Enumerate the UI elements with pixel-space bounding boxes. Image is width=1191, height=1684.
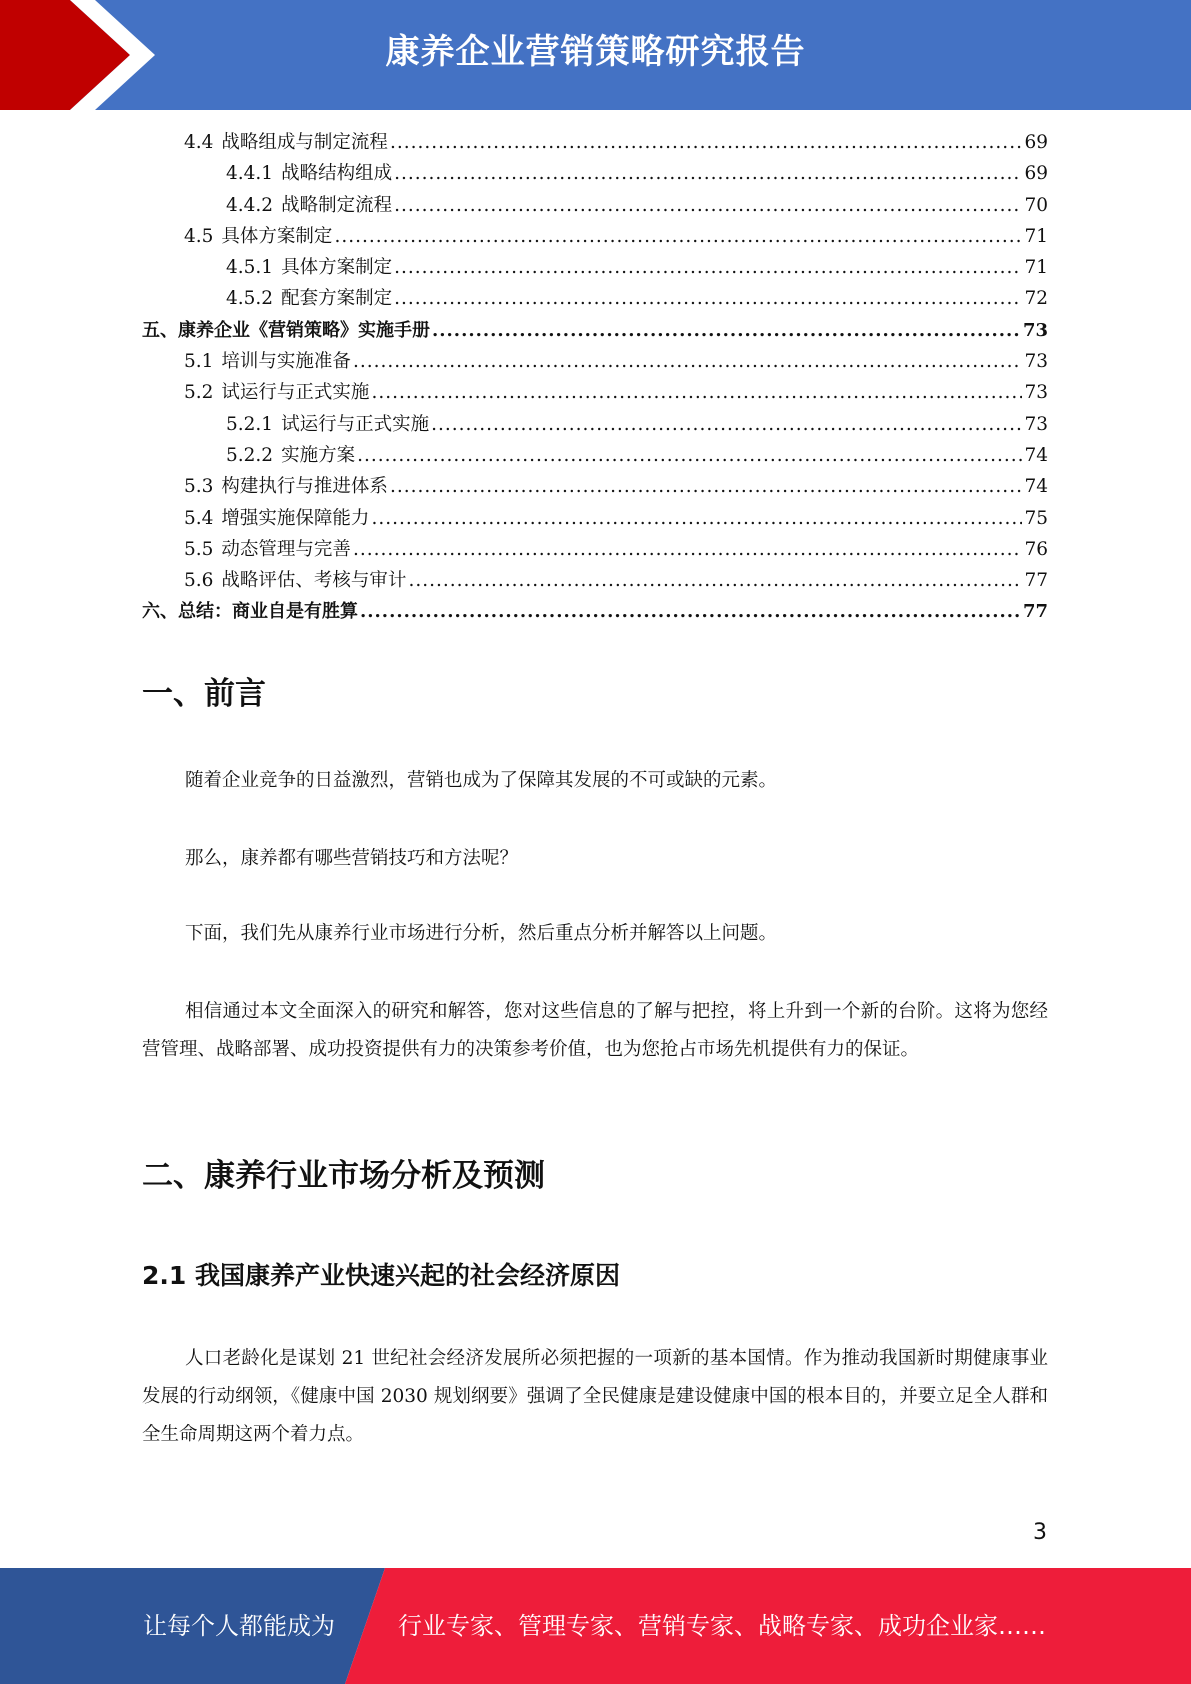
toc-leader-dots — [408, 570, 1022, 591]
toc-entry-page: 74 — [1024, 444, 1048, 466]
toc-entry-page: 69 — [1024, 132, 1048, 153]
toc-leader-dots — [394, 195, 1022, 216]
toc-entry[interactable] — [142, 378, 1048, 409]
toc-entry-title: 试运行与正式实施 — [281, 413, 430, 435]
toc-entry[interactable] — [142, 347, 1048, 378]
toc-entry[interactable] — [142, 316, 1048, 347]
subsection-heading-2-1: 2.1 我国康养产业快速兴起的社会经济原因 — [142, 1261, 620, 1290]
toc-entry-page: 75 — [1024, 507, 1048, 529]
toc-entry-page: 77 — [1024, 570, 1048, 592]
toc-entry-title: 六、总结：商业自是有胜算 — [142, 601, 358, 623]
toc-leader-dots — [432, 320, 1021, 341]
toc-entry-title: 增强实施保障能力 — [221, 507, 370, 529]
toc-entry-number: 5.2.2 — [226, 444, 274, 466]
toc-entry-title: 培训与实施准备 — [221, 351, 351, 373]
toc-entry-number: 4.5.1 — [226, 257, 274, 279]
toc-entry[interactable] — [142, 159, 1048, 190]
toc-entry-number: 5.2 — [184, 382, 214, 404]
toc-entry-title: 具体方案制定 — [221, 225, 333, 247]
table-of-contents — [142, 128, 1048, 629]
toc-leader-dots — [357, 445, 1022, 466]
subsection-paragraph: 人口老龄化是谋划 21 世纪社会经济发展所必须把握的一项新的基本国情。作为推动我国新时期健康事业发展的行动纲领，《健康中国 2030 规划纲要》强调了全民健康是建设健康中国的根本目的，并要立足全人群和全生命周期这两个着力点。 — [142, 1348, 1048, 1445]
preface-paragraph-4: 相信通过本文全面深入的研究和解答，您对这些信息的了解与把控，将上升到一个新的台阶。这将为您经营管理、战略部署、成功投资提供有力的决策参考价值，也为您抢占市场先机提供有力的保证。 — [142, 1001, 1048, 1060]
toc-entry-page: 73 — [1024, 413, 1048, 435]
toc-entry[interactable] — [142, 535, 1048, 566]
toc-entry-title: 动态管理与完善 — [221, 538, 351, 560]
toc-entry-number: 4.4.1 — [226, 163, 274, 185]
toc-leader-dots — [394, 288, 1022, 309]
toc-entry[interactable] — [142, 566, 1048, 597]
toc-entry-title: 具体方案制定 — [281, 257, 393, 279]
footer-slogan-left: 让每个人都能成为 — [143, 1612, 335, 1640]
toc-entry[interactable] — [142, 504, 1048, 535]
toc-entry-number: 4.4.2 — [226, 194, 274, 216]
toc-entry-page: 74 — [1024, 476, 1048, 498]
toc-leader-dots — [353, 351, 1023, 372]
toc-entry[interactable] — [142, 472, 1048, 503]
toc-entry[interactable] — [142, 191, 1048, 222]
toc-entry-title: 战略评估、考核与审计 — [221, 570, 407, 592]
preface-paragraph-3: 下面，我们先从康养行业市场进行分析，然后重点分析并解答以上问题。 — [185, 923, 778, 944]
toc-entry-title: 战略结构组成 — [281, 163, 393, 185]
toc-leader-dots — [431, 414, 1022, 435]
toc-entry-page: 76 — [1024, 538, 1048, 560]
toc-entry-number: 4.5 — [184, 225, 214, 247]
toc-entry-number: 5.6 — [184, 570, 214, 592]
toc-leader-dots — [390, 132, 1023, 153]
toc-entry[interactable] — [142, 253, 1048, 284]
toc-entry-number: 5.3 — [184, 476, 214, 498]
toc-entry-title: 五、康养企业《营销策略》实施手册 — [142, 319, 430, 341]
toc-entry[interactable] — [142, 441, 1048, 472]
section-heading-preface: 一、前言 — [142, 676, 266, 712]
page-header — [0, 0, 1191, 110]
toc-entry-page: 69 — [1024, 163, 1048, 185]
toc-entry-title: 配套方案制定 — [281, 288, 393, 310]
toc-entry-page: 73 — [1024, 351, 1048, 373]
toc-entry[interactable] — [142, 128, 1048, 159]
toc-leader-dots — [360, 601, 1021, 622]
toc-entry-title: 试运行与正式实施 — [221, 382, 370, 404]
toc-entry-number: 5.5 — [184, 538, 214, 560]
toc-leader-dots — [371, 382, 1022, 403]
preface-paragraph-1: 随着企业竞争的日益激烈，营销也成为了保障其发展的不可或缺的元素。 — [185, 770, 778, 791]
toc-entry-page: 73 — [1024, 382, 1048, 404]
toc-entry-title: 构建执行与推进体系 — [221, 476, 388, 498]
preface-paragraph-2: 那么，康养都有哪些营销技巧和方法呢？ — [185, 848, 519, 869]
toc-leader-dots — [334, 226, 1022, 247]
toc-entry-number: 5.2.1 — [226, 413, 274, 435]
toc-leader-dots — [371, 508, 1022, 529]
toc-entry-title: 实施方案 — [281, 444, 356, 466]
toc-entry-page: 70 — [1024, 194, 1048, 216]
footer-slogan-right: 行业专家、管理专家、营销专家、战略专家、成功企业家…… — [398, 1612, 1046, 1640]
toc-entry-page: 77 — [1022, 601, 1048, 623]
toc-entry-number: 5.4 — [184, 507, 214, 529]
header-title: 康养企业营销策略研究报告 — [385, 32, 806, 72]
toc-entry[interactable] — [142, 410, 1048, 441]
toc-leader-dots — [394, 257, 1022, 278]
toc-entry-page: 73 — [1022, 319, 1048, 341]
toc-entry-page: 72 — [1024, 288, 1048, 310]
toc-entry-page: 71 — [1024, 225, 1048, 247]
page-number: 3 — [1033, 1520, 1047, 1545]
toc-entry[interactable] — [142, 597, 1048, 628]
page-footer — [0, 1568, 1191, 1684]
toc-leader-dots — [390, 476, 1023, 497]
toc-entry[interactable] — [142, 222, 1048, 253]
toc-entry-number: 4.5.2 — [226, 288, 274, 310]
toc-entry-number: 4.4 — [184, 132, 214, 153]
toc-entry-page: 71 — [1024, 257, 1048, 279]
toc-leader-dots — [353, 539, 1023, 560]
toc-leader-dots — [394, 163, 1022, 184]
toc-entry[interactable] — [142, 284, 1048, 315]
toc-entry-number: 5.1 — [184, 351, 214, 373]
section-heading-market-analysis: 二、康养行业市场分析及预测 — [142, 1158, 545, 1194]
toc-entry-title: 战略制定流程 — [281, 194, 393, 216]
toc-entry-title: 战略组成与制定流程 — [221, 132, 388, 153]
